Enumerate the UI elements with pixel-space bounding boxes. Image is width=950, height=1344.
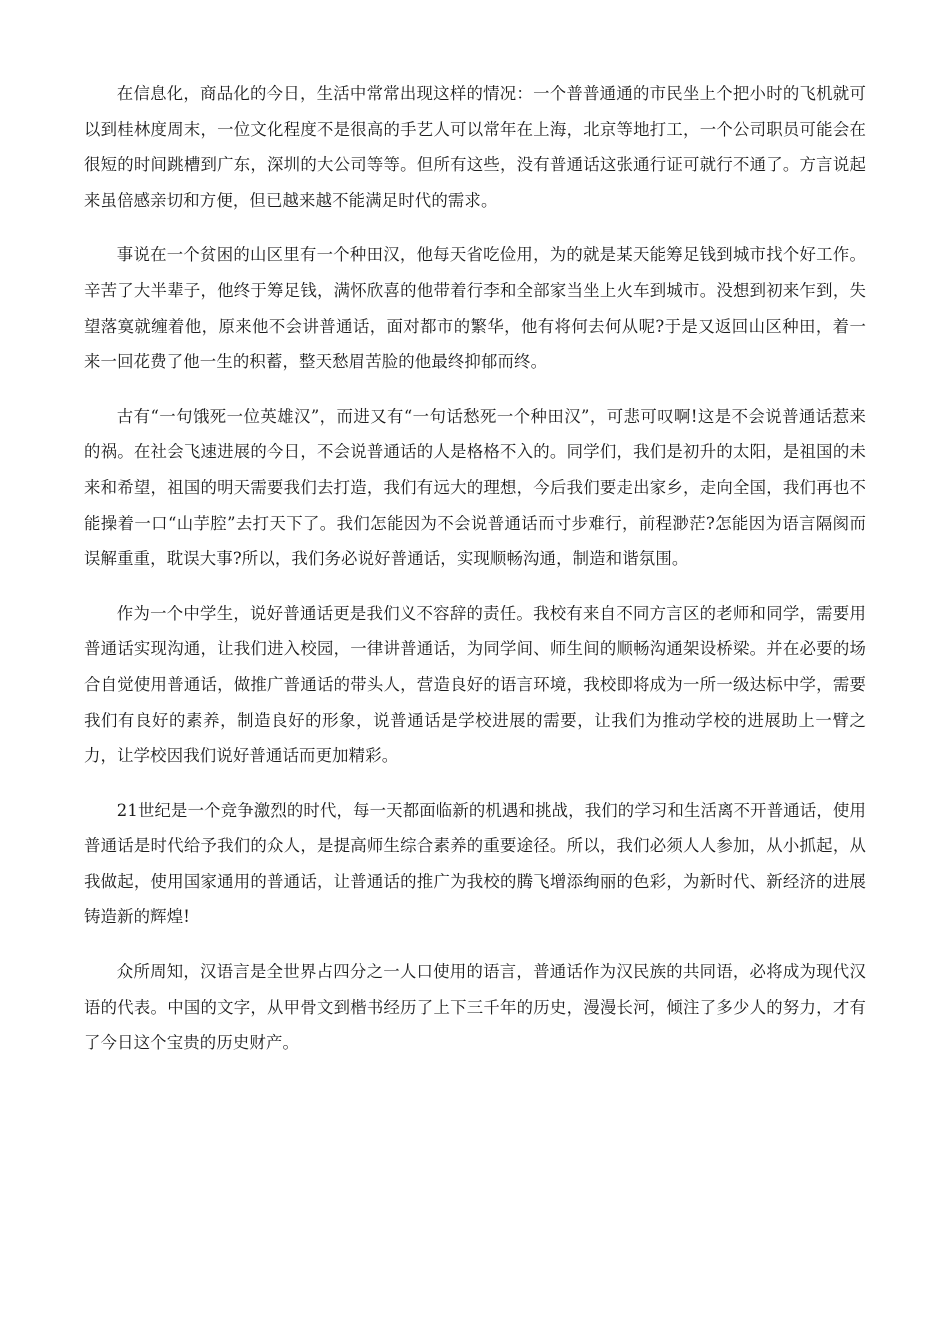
- paragraph-1: 在信息化，商品化的今日，生活中常常出现这样的情况：一个普普通通的市民坐上个把小时的飞机就可以到桂林度周末，一位文化程度不是很高的手艺人可以常年在上海，北京等地打工，一个公司职员可能会在很短的时间跳槽到广东，深圳的大公司等等。但所有这些，没有普通话这张通行证可就行不通了。方言说起来虽倍感亲切和方便，但已越来越不能满足时代的需求。: [84, 84, 866, 210]
- paragraph-2: 事说在一个贫困的山区里有一个种田汉，他每天省吃俭用，为的就是某天能筹足钱到城市找个好工作。辛苦了大半辈子，他终于筹足钱，满怀欣喜的他带着行李和全部家当坐上火车到城市。没想到初来乍到，失望落寞就缠着他，原来他不会讲普通话，面对都市的繁华，他有将何去何从呢?于是又返回山区种田，着一来一回花费了他一生的积蓄，整天愁眉苦脸的他最终抑郁而终。: [84, 245, 866, 372]
- paragraph-5: 21世纪是一个竞争激烈的时代，每一天都面临新的机遇和挑战，我们的学习和生活离不开普通话，使用普通话是时代给予我们的众人，是提高师生综合素养的重要途径。所以，我们必须人人参加，从小抓起，从我做起，使用国家通用的普通话，让普通话的推广为我校的腾飞增添绚丽的色彩，为新时代、新经济的进展铸造新的辉煌!: [84, 800, 866, 927]
- paragraph-6: 众所周知，汉语言是全世界占四分之一人口使用的语言，普通话作为汉民族的共同语，必将成为现代汉语的代表。中国的文字，从甲骨文到楷书经历了上下三千年的历史，漫漫长河，倾注了多少人的努力，才有了今日这个宝贵的历史财产。: [84, 962, 866, 1053]
- paragraph-4: 作为一个中学生，说好普通话更是我们义不容辞的责任。我校有来自不同方言区的老师和同学，需要用普通话实现沟通，让我们进入校园，一律讲普通话，为同学间、师生间的顺畅沟通架设桥梁。并在必要的场合自觉使用普通话，做推广普通话的带头人，营造良好的语言环境，我校即将成为一所一级达标中学，需要我们有良好的素养，制造良好的形象，说普通话是学校进展的需要，让我们为推动学校的进展助上一臂之力，让学校因我们说好普通话而更加精彩。: [84, 603, 866, 766]
- paragraph-3: 古有“一句饿死一位英雄汉”，而进又有“一句话愁死一个种田汉”，可悲可叹啊!这是不会说普通话惹来的祸。在社会飞速进展的今日，不会说普通话的人是格格不入的。同学们，我们是初升的太阳，是祖国的未来和希望，祖国的明天需要我们去打造，我们有远大的理想，今后我们要走出家乡，走向全国，我们再也不能操着一口“山芋腔”去打天下了。我们怎能因为不会说普通话而寸步难行，前程渺茫?怎能因为语言隔阂而误解重重，耽误大事?所以，我们务必说好普通话，实现顺畅沟通，制造和谐氛围。: [84, 406, 866, 569]
